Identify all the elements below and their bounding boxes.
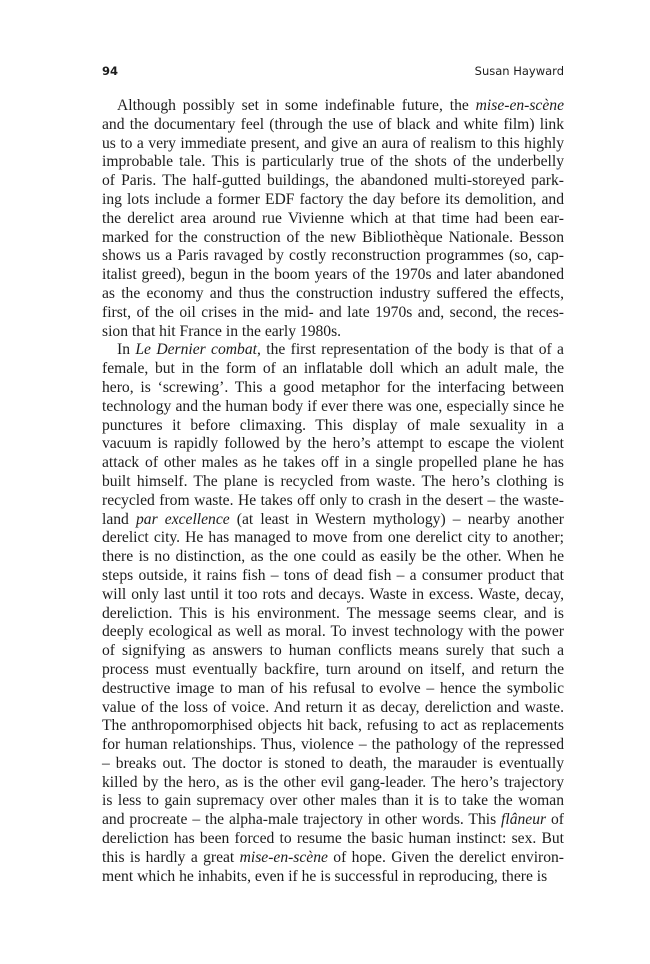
text-line (102, 360, 564, 379)
italic-term: mise-en-scène (239, 848, 328, 866)
text-line (102, 529, 564, 548)
text-line (102, 774, 564, 793)
text-run: of signifying as answers to human conflicts means surely that such a (102, 642, 564, 660)
text-run: ment which he inhabits, even if he is successful in reproducing, there is (102, 867, 548, 885)
text-line (102, 153, 564, 172)
text-run: sion that hit France in the early 1980s. (102, 322, 342, 340)
body-text (102, 97, 564, 886)
text-line (102, 511, 564, 530)
text-line (102, 454, 564, 473)
text-line (102, 849, 564, 868)
text-line (102, 680, 564, 699)
paragraph (102, 341, 564, 886)
text-line (102, 755, 564, 774)
text-line (102, 435, 564, 454)
text-run: steps outside, it rains fish – tons of dead fish – a consumer product that (102, 566, 564, 584)
text-line (102, 699, 564, 718)
text-line (102, 830, 564, 849)
text-line (102, 191, 564, 210)
page-number: 94 (102, 64, 119, 78)
text-run: derelict city. He has managed to move from one derelict city to another; (102, 529, 564, 547)
text-line (102, 266, 564, 285)
text-run: for human relationships. Thus, violence – the pathology of the repressed (102, 736, 564, 754)
text-run: as the economy and thus the construction industry suffered the effects, (102, 284, 564, 302)
text-line (102, 717, 564, 736)
text-run: value of the loss of voice. And return it as decay, dereliction and waste. (102, 698, 564, 716)
text-run: of (546, 811, 564, 829)
text-line (102, 116, 564, 135)
text-run: built himself. The plane is recycled from waste. The hero’s clothing is (102, 472, 564, 490)
text-line (102, 379, 564, 398)
text-run: process must eventually backfire, turn around on itself, and return the (102, 660, 564, 678)
italic-term: Le Dernier combat (135, 341, 257, 359)
text-line (102, 567, 564, 586)
text-run: , the first representation of the body is that of a (256, 341, 564, 359)
text-run: punctures it before climaxing. This display of male sexuality in a (102, 416, 564, 434)
text-run: this is hardly a great (102, 848, 240, 866)
text-line (102, 661, 564, 680)
text-run: Although possibly set in some indefinable future, the (117, 97, 476, 114)
text-run: and procreate – the alpha-male trajectory in other words. This (102, 811, 502, 829)
italic-term: flâneur (501, 811, 547, 829)
text-run: killed by the hero, as is the other evil gang-leader. The hero’s trajectory (102, 773, 564, 791)
text-run: improbable tale. This is particularly true of the shots of the underbelly (102, 153, 564, 171)
text-run: land (102, 510, 136, 528)
text-line (102, 473, 564, 492)
text-line (102, 323, 564, 342)
text-run: attack of other males as he takes off in a single propelled plane he has (102, 454, 564, 472)
text-line (102, 247, 564, 266)
text-run: female, but in the form of an inflatable doll which an adult male, the (102, 360, 564, 378)
text-line (102, 304, 564, 323)
text-run: destructive image to man of his refusal to evolve – hence the symbolic (102, 679, 564, 697)
text-run: marked for the construction of the new Bibliothèque Nationale. Besson (102, 228, 564, 246)
text-run: shows us a Paris ravaged by costly reconstruction programmes (so, cap- (102, 247, 564, 265)
text-run: dereliction has been forced to resume the basic human instinct: sex. But (102, 830, 564, 848)
page-header (102, 64, 564, 82)
text-line (102, 398, 564, 417)
text-line (102, 586, 564, 605)
text-run: (at least in Western mythology) – nearby another (229, 510, 564, 528)
text-line (102, 210, 564, 229)
text-run: of Paris. The half-gutted buildings, the abandoned multi-storeyed park- (102, 172, 564, 190)
text-run: is less to gain supremacy over other males than it is to take the woman (102, 792, 564, 810)
text-run: ing lots include a former EDF factory the day before its demolition, and (102, 190, 564, 208)
text-line (102, 97, 564, 116)
text-run: deeply ecological as well as moral. To invest technology with the power (102, 623, 564, 641)
text-line (102, 642, 564, 661)
text-run: – breaks out. The doctor is stoned to death, the marauder is eventually (102, 754, 564, 772)
text-run: The anthropomorphised objects hit back, refusing to act as replacements (102, 717, 564, 735)
text-run: will only last until it too rots and decays. Waste in excess. Waste, decay, (102, 585, 564, 603)
text-line (102, 229, 564, 248)
text-line (102, 548, 564, 567)
text-run: there is no distinction, as the one could as easily be the other. When he (102, 548, 564, 566)
text-run: recycled from waste. He takes off only to crash in the desert – the waste- (102, 491, 564, 509)
text-line (102, 605, 564, 624)
text-line (102, 736, 564, 755)
italic-term: par excellence (135, 510, 230, 528)
text-line (102, 172, 564, 191)
italic-term: mise-en-scène (475, 97, 564, 114)
text-line (102, 417, 564, 436)
text-line (102, 792, 564, 811)
text-line (102, 623, 564, 642)
text-run: of hope. Given the derelict environ- (327, 848, 564, 866)
text-run: us to a very immediate present, and give an aura of realism to this highly (102, 134, 564, 152)
text-run: vacuum is rapidly followed by the hero’s attempt to escape the violent (102, 435, 564, 453)
text-line (102, 868, 564, 887)
text-line (102, 341, 564, 360)
text-run: technology and the human body if ever there was one, especially since he (102, 397, 564, 415)
text-line (102, 492, 564, 511)
text-run: and the documentary feel (through the use of black and white film) link (102, 115, 564, 133)
text-run: hero, is ‘screwing’. This a good metaphor for the interfacing between (102, 378, 564, 396)
text-run: italist greed), begun in the boom years of the 1970s and later abandoned (102, 266, 564, 284)
text-line (102, 135, 564, 154)
text-run: dereliction. This is his environment. The message seems clear, and is (102, 604, 564, 622)
running-head-author: Susan Hayward (474, 64, 564, 78)
text-run: the derelict area around rue Vivienne which at that time had been ear- (102, 209, 564, 227)
paragraph (102, 97, 564, 341)
text-run: first, of the oil crises in the mid- and late 1970s and, second, the reces- (102, 303, 564, 321)
text-line (102, 811, 564, 830)
text-run: In (117, 341, 136, 359)
text-line (102, 285, 564, 304)
